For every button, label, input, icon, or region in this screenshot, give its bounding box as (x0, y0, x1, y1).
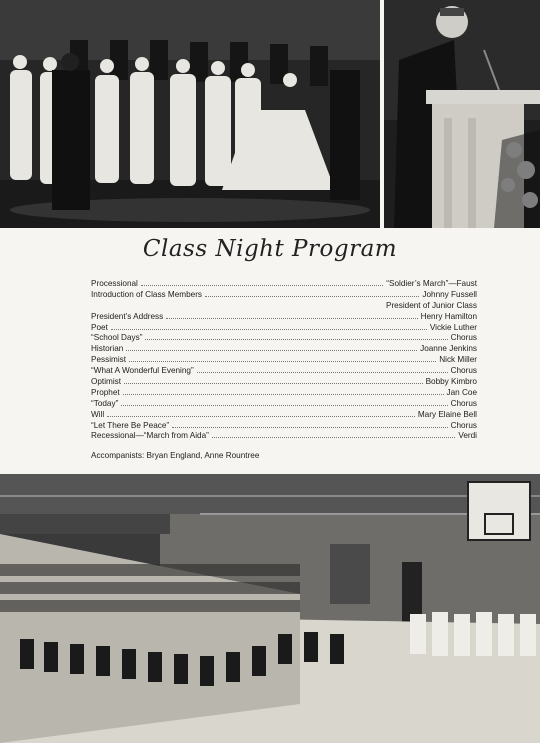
program-item-value: Chorus (450, 420, 477, 430)
program-item-label: President’s Address (91, 311, 164, 321)
program-row (91, 323, 477, 334)
program-row (91, 421, 477, 432)
program-row (91, 431, 477, 442)
program-item-label: Will (91, 409, 105, 419)
program-item-value: Jan Coe (446, 387, 477, 397)
program-item-value: Bobby Kimbro (425, 377, 477, 387)
program-item-value: Mary Elaine Bell (417, 409, 477, 419)
gymnasium-photo (0, 474, 540, 743)
program-item-label: Recessional—“March from Aida” (91, 431, 209, 441)
leader-dots (166, 312, 417, 319)
leader-dots (145, 333, 447, 340)
program-item-label: Pessimist (91, 355, 127, 365)
program-row (91, 388, 477, 399)
leader-dots (212, 431, 455, 438)
program-row (91, 279, 477, 290)
program-title: Class Night Program (142, 236, 398, 262)
program-item-value: Vickie Luther (429, 322, 477, 332)
program-item-label: “Today” (91, 398, 119, 408)
program-item-label: “School Days” (91, 333, 143, 343)
program-row (91, 366, 477, 377)
leader-dots (111, 323, 427, 330)
program-item-label: “What A Wonderful Evening” (91, 366, 194, 376)
program-item-label: Historian (91, 344, 124, 354)
program-row (91, 410, 477, 421)
program-item-label: Optimist (91, 377, 122, 387)
leader-dots (197, 366, 448, 373)
leader-dots (141, 279, 383, 286)
program-item-label: Poet (91, 322, 108, 332)
program-row (91, 377, 477, 388)
program-item-value: “Soldier’s March”—Faust (386, 279, 477, 288)
program-item-note: President of Junior Class (385, 300, 477, 310)
program-row (91, 399, 477, 410)
leader-dots (126, 344, 417, 351)
program-item-value: Joanne Jenkins (420, 344, 477, 354)
program-item-value: Chorus (450, 333, 477, 343)
program-item-value: Nick Miller (439, 355, 477, 365)
program-item-label: Prophet (91, 387, 120, 397)
program-item-label: “Let There Be Peace” (91, 420, 170, 430)
program-row (91, 355, 477, 366)
program-row (91, 290, 477, 301)
accompanists-line: Accompanists: Bryan England, Anne Rountree (91, 451, 260, 460)
speaker-photo (384, 0, 540, 228)
leader-dots (172, 421, 447, 428)
chorus-photo (0, 0, 380, 228)
program-list (91, 279, 477, 442)
leader-dots (205, 290, 419, 297)
leader-dots (124, 377, 423, 384)
leader-dots (107, 410, 415, 417)
leader-dots (129, 355, 436, 362)
program-row (91, 344, 477, 355)
leader-dots (121, 399, 447, 406)
program-item-label: Processional (91, 279, 138, 288)
program-item-value: Chorus (450, 398, 477, 408)
leader-dots (123, 388, 444, 395)
program-row (91, 312, 477, 323)
program-row (91, 333, 477, 344)
program-item-value: Verdi (458, 431, 477, 441)
program-item-value: Henry Hamilton (420, 311, 477, 321)
program-row (91, 301, 477, 312)
program-item-label: Introduction of Class Members (91, 289, 203, 299)
program-item-value: Chorus (450, 366, 477, 376)
program-item-value: Johnny Fussell (422, 289, 477, 299)
